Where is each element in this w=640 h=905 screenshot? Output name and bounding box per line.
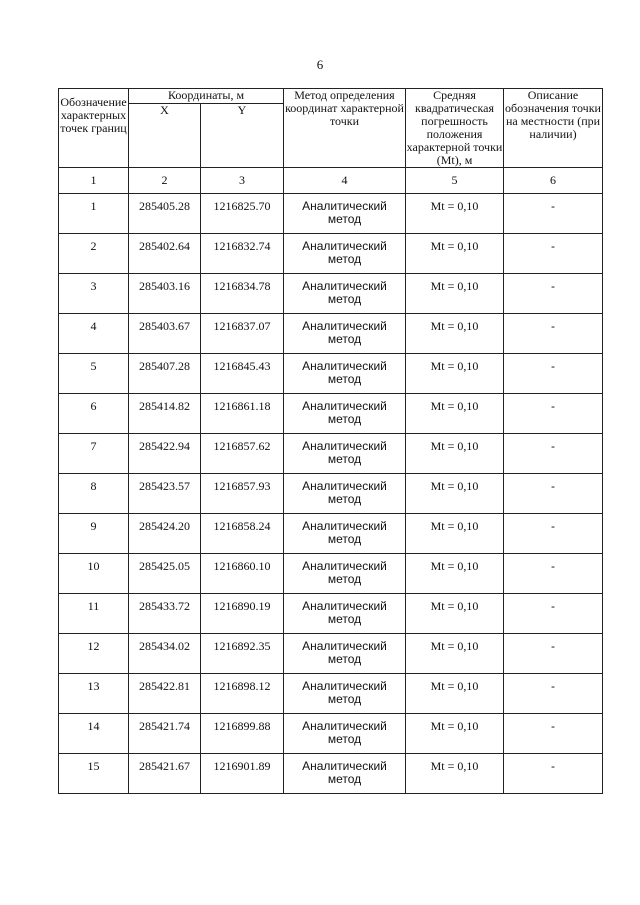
boundary-points-table — [58, 88, 603, 794]
x-coordinate-cell: 285425.05 — [129, 554, 201, 594]
table-row — [59, 394, 603, 434]
point-id-cell: 1 — [59, 194, 129, 234]
column-number: 5 — [406, 168, 504, 194]
method-cell — [284, 274, 406, 314]
table-row — [59, 674, 603, 714]
x-coordinate-cell: 285421.67 — [129, 754, 201, 794]
method-text: Аналитический — [302, 639, 387, 653]
x-coordinate-cell: 285424.20 — [129, 514, 201, 554]
method-text: метод — [327, 772, 362, 786]
method-text: Аналитический — [302, 319, 387, 333]
point-id-cell: 13 — [59, 674, 129, 714]
point-id-cell: 10 — [59, 554, 129, 594]
table-row — [59, 754, 603, 794]
header-designation: Обозначение характерных точек границ — [59, 89, 129, 168]
method-cell — [284, 754, 406, 794]
rmse-cell: Mt = 0,10 — [406, 314, 504, 354]
x-coordinate-cell: 285405.28 — [129, 194, 201, 234]
method-text: метод — [327, 292, 362, 306]
description-cell: - — [504, 234, 603, 274]
x-coordinate-cell: 285403.67 — [129, 314, 201, 354]
description-cell: - — [504, 274, 603, 314]
method-text: Аналитический — [302, 519, 387, 533]
rmse-cell: Mt = 0,10 — [406, 194, 504, 234]
page-number: 6 — [316, 57, 324, 72]
method-text: метод — [327, 612, 362, 626]
method-text: метод — [327, 732, 362, 746]
method-text: Аналитический — [302, 359, 387, 373]
y-coordinate-cell: 1216861.18 — [201, 394, 284, 434]
method-cell — [284, 474, 406, 514]
description-cell: - — [504, 674, 603, 714]
rmse-cell: Mt = 0,10 — [406, 754, 504, 794]
point-id-cell: 14 — [59, 714, 129, 754]
description-cell: - — [504, 354, 603, 394]
column-number: 4 — [284, 168, 406, 194]
column-number: 2 — [129, 168, 201, 194]
y-coordinate-cell: 1216860.10 — [201, 554, 284, 594]
description-cell: - — [504, 754, 603, 794]
point-id-cell: 2 — [59, 234, 129, 274]
point-id-cell: 6 — [59, 394, 129, 434]
table-row — [59, 354, 603, 394]
description-cell: - — [504, 194, 603, 234]
y-coordinate-cell: 1216898.12 — [201, 674, 284, 714]
method-cell — [284, 674, 406, 714]
rmse-cell: Mt = 0,10 — [406, 274, 504, 314]
method-cell — [284, 194, 406, 234]
x-coordinate-cell: 285423.57 — [129, 474, 201, 514]
method-text: Аналитический — [302, 439, 387, 453]
column-number: 6 — [504, 168, 603, 194]
header-y: Y — [201, 104, 284, 168]
x-coordinate-cell: 285402.64 — [129, 234, 201, 274]
y-coordinate-cell: 1216834.78 — [201, 274, 284, 314]
rmse-cell: Mt = 0,10 — [406, 714, 504, 754]
method-text: метод — [327, 572, 362, 586]
header-rmse: Средняя квадратическая погрешность положения характерной точки (Mt), м — [406, 88, 503, 167]
y-coordinate-cell: 1216890.19 — [201, 594, 284, 634]
header-description: Описание обозначения точки на местности (при наличии) — [504, 89, 603, 168]
table-row — [59, 514, 603, 554]
method-text: Аналитический — [302, 399, 387, 413]
y-coordinate-cell: 1216845.43 — [201, 354, 284, 394]
method-text: метод — [327, 212, 362, 226]
y-coordinate-cell: 1216899.88 — [201, 714, 284, 754]
table-row — [59, 714, 603, 754]
y-coordinate-cell: 1216858.24 — [201, 514, 284, 554]
method-text: метод — [327, 332, 362, 346]
point-id-cell: 15 — [59, 754, 129, 794]
description-cell: - — [504, 594, 603, 634]
rmse-cell: Mt = 0,10 — [406, 234, 504, 274]
method-cell — [284, 314, 406, 354]
rmse-cell: Mt = 0,10 — [406, 434, 504, 474]
description-cell: - — [504, 634, 603, 674]
method-cell — [284, 394, 406, 434]
method-text: метод — [327, 692, 362, 706]
header-method: Метод определения координат характерной точки — [284, 89, 406, 168]
method-text: метод — [327, 532, 362, 546]
rmse-cell: Mt = 0,10 — [406, 514, 504, 554]
description-cell: - — [504, 714, 603, 754]
y-coordinate-cell: 1216901.89 — [201, 754, 284, 794]
rmse-cell: Mt = 0,10 — [406, 354, 504, 394]
x-coordinate-cell: 285422.94 — [129, 434, 201, 474]
y-coordinate-cell: 1216857.62 — [201, 434, 284, 474]
y-coordinate-cell: 1216837.07 — [201, 314, 284, 354]
description-cell: - — [504, 314, 603, 354]
method-cell — [284, 434, 406, 474]
method-cell — [284, 354, 406, 394]
column-number: 3 — [201, 168, 284, 194]
method-text: метод — [327, 492, 362, 506]
x-coordinate-cell: 285403.16 — [129, 274, 201, 314]
point-id-cell: 11 — [59, 594, 129, 634]
description-cell: - — [504, 434, 603, 474]
y-coordinate-cell: 1216857.93 — [201, 474, 284, 514]
table-row — [59, 634, 603, 674]
rmse-cell: Mt = 0,10 — [406, 394, 504, 434]
table-row — [59, 314, 603, 354]
column-number: 1 — [59, 168, 129, 194]
table-body — [59, 194, 603, 794]
method-cell — [284, 234, 406, 274]
method-text: Аналитический — [302, 599, 387, 613]
y-coordinate-cell: 1216825.70 — [201, 194, 284, 234]
header-x: X — [129, 104, 201, 168]
table-row — [59, 274, 603, 314]
method-cell — [284, 634, 406, 674]
point-id-cell: 12 — [59, 634, 129, 674]
rmse-cell: Mt = 0,10 — [406, 634, 504, 674]
table-row — [59, 194, 603, 234]
method-cell — [284, 554, 406, 594]
method-text: метод — [327, 252, 362, 266]
point-id-cell: 9 — [59, 514, 129, 554]
table-row — [59, 594, 603, 634]
rmse-cell: Mt = 0,10 — [406, 474, 504, 514]
method-cell — [284, 714, 406, 754]
table-row — [59, 234, 603, 274]
method-text: Аналитический — [302, 679, 387, 693]
x-coordinate-cell: 285433.72 — [129, 594, 201, 634]
x-coordinate-cell: 285422.81 — [129, 674, 201, 714]
table-row — [59, 554, 603, 594]
table-row — [59, 434, 603, 474]
rmse-cell: Mt = 0,10 — [406, 554, 504, 594]
method-text: метод — [327, 452, 362, 466]
method-text: Аналитический — [302, 559, 387, 573]
point-id-cell: 4 — [59, 314, 129, 354]
point-id-cell: 7 — [59, 434, 129, 474]
point-id-cell: 8 — [59, 474, 129, 514]
point-id-cell: 3 — [59, 274, 129, 314]
point-id-cell: 5 — [59, 354, 129, 394]
method-text: Аналитический — [302, 719, 387, 733]
method-text: Аналитический — [302, 279, 387, 293]
x-coordinate-cell: 285434.02 — [129, 634, 201, 674]
method-cell — [284, 514, 406, 554]
method-text: Аналитический — [302, 759, 387, 773]
method-text: метод — [327, 372, 362, 386]
rmse-cell: Mt = 0,10 — [406, 674, 504, 714]
x-coordinate-cell: 285421.74 — [129, 714, 201, 754]
x-coordinate-cell: 285407.28 — [129, 354, 201, 394]
description-cell: - — [504, 554, 603, 594]
rmse-cell: Mt = 0,10 — [406, 594, 504, 634]
method-cell — [284, 594, 406, 634]
header-coordinates: Координаты, м — [129, 89, 284, 104]
x-coordinate-cell: 285414.82 — [129, 394, 201, 434]
description-cell: - — [504, 474, 603, 514]
description-cell: - — [504, 514, 603, 554]
method-text: Аналитический — [302, 479, 387, 493]
method-text: метод — [327, 652, 362, 666]
description-cell: - — [504, 394, 603, 434]
y-coordinate-cell: 1216832.74 — [201, 234, 284, 274]
method-text: Аналитический — [302, 199, 387, 213]
y-coordinate-cell: 1216892.35 — [201, 634, 284, 674]
table-row — [59, 474, 603, 514]
method-text: метод — [327, 412, 362, 426]
method-text: Аналитический — [302, 239, 387, 253]
